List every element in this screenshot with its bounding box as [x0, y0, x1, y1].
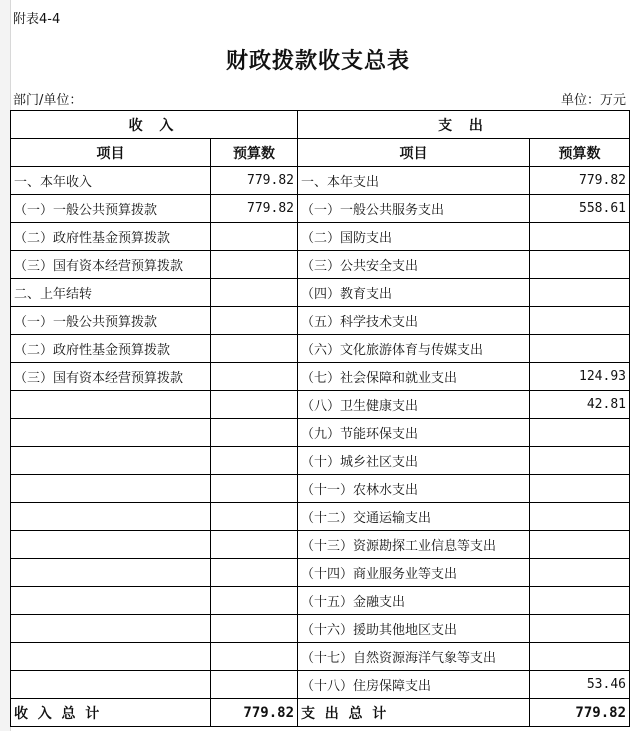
income-item-cell[interactable]: 一、本年收入: [11, 167, 211, 195]
budget-table: [10, 110, 630, 727]
income-value-cell[interactable]: [211, 531, 298, 559]
expense-total-label[interactable]: 支 出 总 计: [298, 699, 530, 727]
expense-item-cell[interactable]: （七）社会保障和就业支出: [298, 363, 530, 391]
expense-item-cell[interactable]: （一）一般公共服务支出: [298, 195, 530, 223]
income-value-cell[interactable]: [211, 363, 298, 391]
table-row: [11, 447, 630, 475]
page-title: 财政拨款收支总表: [225, 48, 410, 74]
expense-value-cell[interactable]: [530, 251, 630, 279]
expense-value-cell[interactable]: [530, 559, 630, 587]
table-row: [11, 503, 630, 531]
table-row: [11, 643, 630, 671]
expense-item-cell[interactable]: （十七）自然资源海洋气象等支出: [298, 643, 530, 671]
expense-item-cell[interactable]: （十六）援助其他地区支出: [298, 615, 530, 643]
expense-total-value[interactable]: 779.82: [530, 699, 630, 727]
expense-item-cell[interactable]: （二）国防支出: [298, 223, 530, 251]
expense-value-cell[interactable]: [530, 475, 630, 503]
income-item-cell[interactable]: [11, 475, 211, 503]
expense-item-cell[interactable]: （九）节能环保支出: [298, 419, 530, 447]
table-row: [11, 223, 630, 251]
expense-value-cell[interactable]: 558.61: [530, 195, 630, 223]
income-value-cell[interactable]: [211, 587, 298, 615]
income-item-cell[interactable]: [11, 503, 211, 531]
income-value-cell[interactable]: 779.82: [211, 195, 298, 223]
income-item-cell[interactable]: 二、上年结转: [11, 279, 211, 307]
income-value-cell[interactable]: 779.82: [211, 167, 298, 195]
income-value-cell[interactable]: [211, 251, 298, 279]
table-row: [11, 531, 630, 559]
expense-value-cell[interactable]: [530, 447, 630, 475]
income-item-cell[interactable]: [11, 391, 211, 419]
table-row: [11, 391, 630, 419]
income-value-cell[interactable]: [211, 335, 298, 363]
expense-value-cell[interactable]: [530, 587, 630, 615]
income-item-cell[interactable]: （二）政府性基金预算拨款: [11, 223, 211, 251]
expense-header[interactable]: 支 出: [298, 111, 630, 139]
income-value-cell[interactable]: [211, 279, 298, 307]
expense-value-cell[interactable]: [530, 335, 630, 363]
expense-item-cell[interactable]: （三）公共安全支出: [298, 251, 530, 279]
expense-value-cell[interactable]: 779.82: [530, 167, 630, 195]
income-value-cell[interactable]: [211, 559, 298, 587]
expense-item-column-header[interactable]: 项目: [298, 139, 530, 167]
expense-value-cell[interactable]: [530, 531, 630, 559]
income-item-cell[interactable]: [11, 671, 211, 699]
section-header-row: [11, 111, 630, 139]
table-row: [11, 363, 630, 391]
expense-value-cell[interactable]: [530, 223, 630, 251]
expense-value-cell[interactable]: 42.81: [530, 391, 630, 419]
table-row: [11, 251, 630, 279]
unit-label: 单位：万元: [560, 93, 626, 108]
expense-value-cell[interactable]: [530, 307, 630, 335]
column-header-row: [11, 139, 630, 167]
expense-item-cell[interactable]: （十三）资源勘探工业信息等支出: [298, 531, 530, 559]
income-item-cell[interactable]: （二）政府性基金预算拨款: [11, 335, 211, 363]
expense-item-cell[interactable]: （十八）住房保障支出: [298, 671, 530, 699]
income-value-cell[interactable]: [211, 503, 298, 531]
income-value-cell[interactable]: [211, 419, 298, 447]
expense-value-cell[interactable]: [530, 419, 630, 447]
total-row: [11, 699, 630, 727]
table-row: [11, 475, 630, 503]
expense-value-cell[interactable]: 124.93: [530, 363, 630, 391]
income-item-cell[interactable]: [11, 419, 211, 447]
expense-budget-column-header[interactable]: 预算数: [530, 139, 630, 167]
expense-item-cell[interactable]: （六）文化旅游体育与传媒支出: [298, 335, 530, 363]
expense-value-cell[interactable]: [530, 503, 630, 531]
expense-item-cell[interactable]: （十二）交通运输支出: [298, 503, 530, 531]
table-row: [11, 335, 630, 363]
income-item-cell[interactable]: [11, 559, 211, 587]
income-item-cell[interactable]: [11, 531, 211, 559]
income-value-cell[interactable]: [211, 671, 298, 699]
table-row: [11, 671, 630, 699]
income-value-cell[interactable]: [211, 615, 298, 643]
expense-item-cell[interactable]: 一、本年支出: [298, 167, 530, 195]
department-label: 部门/单位：: [13, 93, 83, 108]
table-row: [11, 587, 630, 615]
table-row: [11, 419, 630, 447]
income-header[interactable]: 收 入: [11, 111, 298, 139]
expense-value-cell[interactable]: 53.46: [530, 671, 630, 699]
expense-item-cell[interactable]: （八）卫生健康支出: [298, 391, 530, 419]
income-item-cell[interactable]: [11, 615, 211, 643]
income-item-cell[interactable]: [11, 587, 211, 615]
expense-item-cell[interactable]: （十）城乡社区支出: [298, 447, 530, 475]
income-item-cell[interactable]: （一）一般公共预算拨款: [11, 195, 211, 223]
income-item-cell[interactable]: （三）国有资本经营预算拨款: [11, 251, 211, 279]
table-row: [11, 559, 630, 587]
income-item-cell[interactable]: [11, 643, 211, 671]
expense-item-cell[interactable]: （四）教育支出: [298, 279, 530, 307]
table-row: [11, 307, 630, 335]
income-total-label[interactable]: 收 入 总 计: [11, 699, 211, 727]
income-value-cell[interactable]: [211, 391, 298, 419]
income-item-column-header[interactable]: 项目: [11, 139, 211, 167]
expense-value-cell[interactable]: [530, 643, 630, 671]
expense-item-cell[interactable]: （十一）农林水支出: [298, 475, 530, 503]
table-row: [11, 195, 630, 223]
income-value-cell[interactable]: [211, 475, 298, 503]
income-item-cell[interactable]: [11, 447, 211, 475]
income-value-cell[interactable]: [211, 223, 298, 251]
income-total-value[interactable]: 779.82: [211, 699, 298, 727]
income-value-cell[interactable]: [211, 307, 298, 335]
expense-value-cell[interactable]: [530, 279, 630, 307]
table-row: [11, 615, 630, 643]
income-item-cell[interactable]: （一）一般公共预算拨款: [11, 307, 211, 335]
income-budget-column-header[interactable]: 预算数: [211, 139, 298, 167]
table-row: [11, 279, 630, 307]
appendix-label: 附表4-4: [13, 12, 61, 27]
income-value-cell[interactable]: [211, 447, 298, 475]
expense-item-cell[interactable]: （五）科学技术支出: [298, 307, 530, 335]
expense-item-cell[interactable]: （十四）商业服务业等支出: [298, 559, 530, 587]
expense-item-cell[interactable]: （十五）金融支出: [298, 587, 530, 615]
income-value-cell[interactable]: [211, 643, 298, 671]
table-row: [11, 167, 630, 195]
income-item-cell[interactable]: （三）国有资本经营预算拨款: [11, 363, 211, 391]
expense-value-cell[interactable]: [530, 615, 630, 643]
